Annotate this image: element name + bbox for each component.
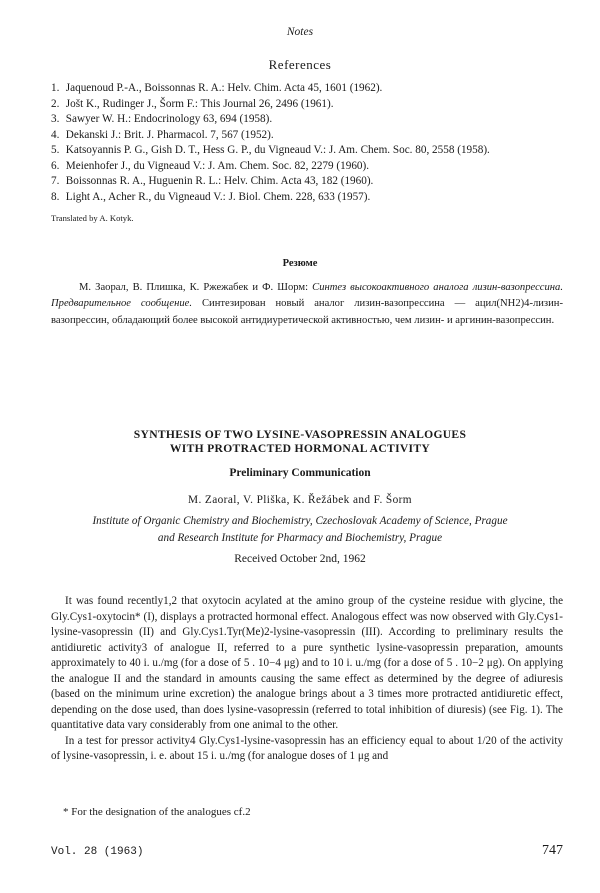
footnote (51, 806, 563, 818)
volume-info: Vol. 28 (1963) (51, 846, 144, 858)
reference-number: 4. (51, 128, 60, 141)
reference-item (51, 190, 571, 206)
reference-text: Boissonnas R. A., Huguenin R. L.: Helv. Chim. Acta 43, 182 (1960). (65, 175, 374, 187)
article-affiliation (0, 513, 600, 546)
reference-item (51, 159, 571, 175)
reference-item (51, 174, 571, 190)
resume-title: Резюме (282, 258, 318, 269)
page-number: 747 (542, 843, 563, 858)
reference-text: Jošt K., Rudinger J., Šorm F.: This Journal 26, 2496 (1961). (65, 97, 334, 110)
reference-number: 3. (51, 113, 60, 125)
resume-article-title: Синтез высокоактивного аналога лизин-вазопрессина. Предварительное сообщение. (51, 282, 563, 310)
resume-authors: М. Заорал, В. Плишка, К. Ржежабек и Ф. Шорм: (79, 282, 309, 293)
reference-item (51, 97, 571, 113)
reference-item (51, 143, 571, 159)
resume-text: Синтезирован новый аналог лизин-вазопрессина — ацил(NH2)4-лизин-вазопрессин, обладающий более высокой антидиуретической активностью, чем лизин- и аргинин-вазопрессин. (51, 298, 563, 326)
reference-number: 5. (51, 144, 60, 156)
reference-text: Jaquenoud P.-A., Boissonnas R. A.: Helv. Chim. Acta 45, 1601 (1962). (65, 82, 383, 94)
reference-text: Light A., Acher R., du Vigneaud V.: J. Biol. Chem. 228, 633 (1957). (65, 190, 371, 203)
reference-text: Dekanski J.: Brit. J. Pharmacol. 7, 567 (1952). (65, 128, 274, 141)
reference-number: 1. (51, 82, 60, 94)
affiliation-line-2: and Research Institute for Pharmacy and Biochemistry, Prague (157, 531, 443, 544)
reference-number: 2. (51, 97, 60, 110)
affiliation-line-1: Institute of Organic Chemistry and Biochemistry, Czechoslovak Academy of Science, Prague (92, 515, 508, 527)
reference-item (51, 81, 571, 97)
reference-number: 7. (51, 175, 60, 187)
references-title: References (268, 57, 332, 72)
resume-block (51, 280, 563, 329)
article-title (0, 428, 600, 456)
article-title-line-1: SYNTHESIS OF TWO LYSINE-VASOPRESSIN ANALOGUES (133, 428, 467, 441)
reference-text: Katsoyannis P. G., Gish D. T., Hess G. P., du Vigneaud V.: J. Am. Chem. Soc. 80, 2558 (1958). (65, 144, 490, 156)
article-authors: M. Zaoral, V. Pliška, K. Řežábek and F. Šorm (188, 494, 412, 506)
running-head: Notes (286, 26, 314, 38)
received-date: Received October 2nd, 1962 (234, 553, 366, 565)
resume-paragraph (51, 280, 563, 329)
reference-item (51, 112, 571, 128)
reference-number: 6. (51, 159, 60, 172)
page-footer (51, 843, 563, 863)
article-title-line-2: WITH PROTRACTED HORMONAL ACTIVITY (169, 442, 431, 455)
reference-text: Meienhofer J., du Vigneaud V.: J. Am. Chem. Soc. 82, 2279 (1960). (65, 159, 370, 172)
translator-credit: Translated by A. Kotyk. (51, 213, 134, 223)
references-list (51, 81, 571, 205)
footnote-text: * For the designation of the analogues cf.2 (63, 806, 251, 818)
reference-item (51, 128, 571, 144)
body-paragraph-2: In a test for pressor activity4 Gly.Cys1-lysine-vasopressin has an efficiency equal to about 1/20 of the activity of lysine-vasopressin, i. e. about 15 i. u./mg (for analogue doses of 1 μg and (51, 734, 563, 763)
reference-number: 8. (51, 190, 60, 203)
article-subtitle: Preliminary Communication (229, 467, 371, 479)
article-body (51, 594, 563, 765)
body-paragraph-1: It was found recently1,2 that oxytocin acylated at the amino group of the cysteine residue with glycine, the Gly.Cys1-oxytocin* (I), displays a protracted hormonal effect. Analogous effect was now observed with Gly.Cys1-lysine-vasopressin (II) and Gly.Cys1.Tyr(Me)2-lysine-vasopressin (III). According to preliminary results the antidiuretic activity3 of analogue II, referred to a pure synthetic lysine-vasopressin preparation, amounts approximately to 40 i. u./mg (for a dose of 5 . 10−4 μg) and to 10 i. u./mg (for a dose of 5 . 10−2 μg). On applying the analogue II and the standard in amounts causing the same effect as determined by the degree of adiuresis (based on the minimum urine excretion) the analogue brings about a 3 times more protracted antidiuretic effect, depending on the dose used, than does lysine-vasopressin (referred to total inhibition of diuresis) (see Fig. 1). The quantitative data vary considerably from one animal to the other. (51, 595, 563, 732)
reference-text: Sawyer W. H.: Endocrinology 63, 694 (1958). (65, 113, 273, 125)
